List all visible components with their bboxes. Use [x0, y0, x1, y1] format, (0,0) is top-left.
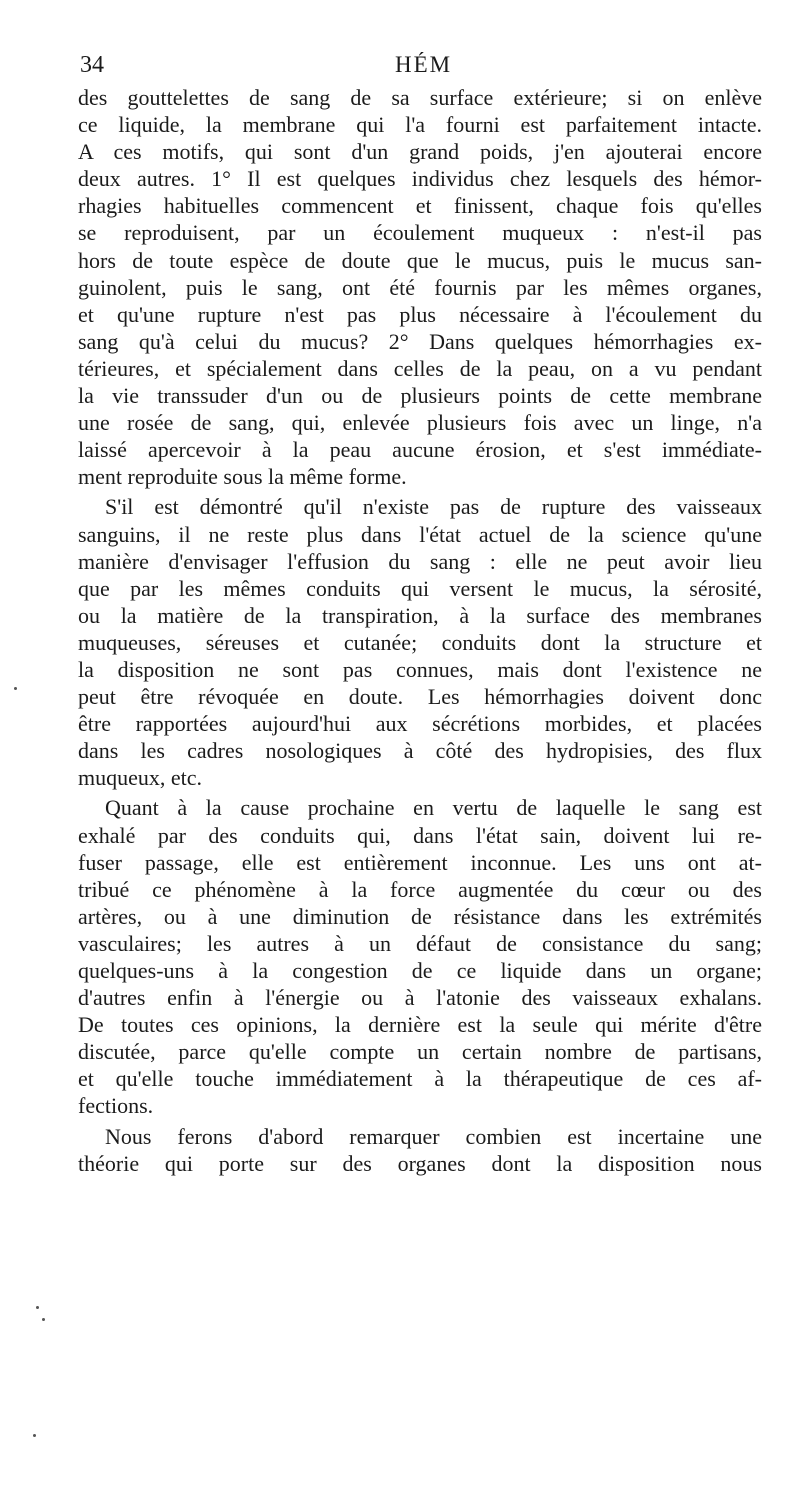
text-line: vasculaires; les autres à un défaut de consistance du sang; — [78, 930, 762, 956]
text-line: ce liquide, la membrane qui l'a fourni est parfaitement intacte. — [78, 112, 762, 138]
paragraph — [78, 1123, 762, 1177]
text-line: une rosée de sang, qui, enlevée plusieurs fois avec un linge, n'a — [78, 410, 762, 436]
paragraph — [78, 84, 762, 490]
text-line: la vie transsuder d'un ou de plusieurs points de cette membrane — [78, 383, 762, 409]
text-line: se reproduisent, par un écoulement muqueux : n'est-il pas — [78, 220, 762, 246]
text-line: ou la matière de la transpiration, à la surface des membranes — [78, 602, 762, 628]
text-line: Nous ferons d'abord remarquer combien est incertaine une — [105, 1123, 762, 1149]
text-line: et qu'une rupture n'est pas plus nécessaire à l'écoulement du — [78, 301, 762, 327]
body-text — [78, 84, 762, 1177]
text-line: sang qu'à celui du mucus? 2° Dans quelques hémorrhagies ex- — [78, 328, 762, 354]
text-line: laissé apercevoir à la peau aucune érosion, et s'est immédiate- — [78, 437, 762, 463]
text-line: rhagies habituelles commencent et finissent, chaque fois qu'elles — [78, 193, 762, 219]
text-line: que par les mêmes conduits qui versent le mucus, la sérosité, — [78, 575, 762, 601]
text-line: tribué ce phénomène à la force augmentée du cœur ou des — [78, 876, 762, 902]
text-line: manière d'envisager l'effusion du sang : elle ne peut avoir lieu — [78, 548, 762, 574]
text-line: sanguins, il ne reste plus dans l'état actuel de la science qu'une — [78, 521, 762, 547]
text-line: artères, ou à une diminution de résistance dans les extrémités — [78, 903, 762, 929]
text-line: peut être révoquée en doute. Les hémorrhagies doivent donc — [78, 684, 762, 710]
text-line: quelques-uns à la congestion de ce liquide dans un organe; — [78, 958, 762, 983]
text-line: ment reproduite sous la même forme. — [78, 464, 407, 490]
text-line: térieures, et spécialement dans celles de la peau, on a vu pendant — [78, 355, 762, 381]
text-line: discutée, parce qu'elle compte un certain nombre de partisans, — [78, 1039, 762, 1065]
page-number: 34 — [80, 52, 104, 78]
text-line: De toutes ces opinions, la dernière est la seule qui mérite d'être — [78, 1012, 762, 1038]
text-line: d'autres enfin à l'énergie ou à l'atonie des vaisseaux exhalans. — [78, 985, 762, 1011]
text-line: fuser passage, elle est entièrement inconnue. Les uns ont at- — [78, 849, 762, 875]
text-line: et qu'elle touche immédiatement à la thérapeutique de ces af- — [78, 1066, 762, 1092]
text-line: hors de toute espèce de doute que le mucus, puis le mucus san- — [78, 247, 762, 273]
print-speck — [33, 1434, 36, 1437]
running-head: HÉM — [395, 52, 453, 77]
text-line: la disposition ne sont pas connues, mais dont l'existence ne — [78, 656, 762, 682]
paragraph — [78, 794, 762, 1119]
text-line: guinolent, puis le sang, ont été fournis par les mêmes organes, — [78, 274, 762, 300]
text-line: exhalé par des conduits qui, dans l'état sain, doivent lui re- — [78, 822, 762, 848]
paragraph — [78, 493, 762, 791]
text-line: deux autres. 1° Il est quelques individus chez lesquels des hémor- — [78, 166, 762, 192]
text-line: dans les cadres nosologiques à côté des hydropisies, des flux — [78, 738, 762, 764]
text-line: fections. — [78, 1093, 154, 1119]
text-line: théorie qui porte sur des organes dont la disposition nous — [78, 1150, 762, 1176]
text-line: être rapportées aujourd'hui aux sécrétions morbides, et placées — [78, 711, 762, 737]
text-line: Quant à la cause prochaine en vertu de laquelle le sang est — [105, 795, 762, 821]
print-speck — [36, 1306, 39, 1309]
print-speck — [14, 687, 17, 690]
print-speck — [42, 1318, 45, 1321]
text-line: S'il est démontré qu'il n'existe pas de rupture des vaisseaux — [105, 494, 762, 520]
text-line: muqueuses, séreuses et cutanée; conduits dont la structure et — [78, 629, 762, 655]
text-line: A ces motifs, qui sont d'un grand poids, j'en ajouterai encore — [78, 139, 762, 165]
text-line: muqueux, etc. — [78, 765, 203, 791]
text-line: des gouttelettes de sang de sa surface extérieure; si on enlève — [78, 85, 762, 110]
